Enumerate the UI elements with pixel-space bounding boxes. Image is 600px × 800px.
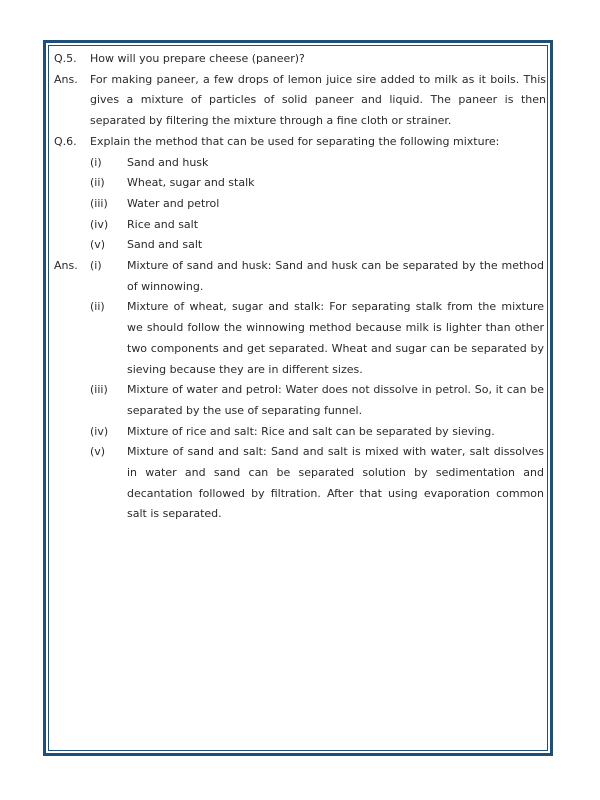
answer-item — [90, 442, 546, 525]
item-text: Rice and salt — [127, 217, 199, 231]
item-number: (v) — [90, 445, 106, 459]
item-text: Wheat, sugar and stalk — [127, 176, 255, 190]
answer-label: Ans. — [54, 259, 78, 273]
answer-item — [90, 422, 546, 443]
item-number: (iii) — [90, 383, 108, 397]
list-item — [90, 153, 546, 174]
answer-text: For making paneer, a few drops of lemon juice sire added to milk as it boils. This gives a mixture of particles of solid paneer and liquid. The paneer is then separated by filtering the mixture through a fine cloth or strainer. — [90, 72, 546, 128]
answer-label: Ans. — [54, 72, 78, 86]
question-text: Explain the method that can be used for separating the following mixture: — [90, 134, 500, 148]
list-item — [90, 235, 546, 256]
item-number: (ii) — [90, 176, 105, 190]
question-label: Q.5. — [54, 52, 77, 65]
item-number: (ii) — [90, 300, 105, 314]
answer-item-text: Mixture of rice and salt: Rice and salt can be separated by sieving. — [127, 424, 495, 438]
item-text: Sand and salt — [127, 238, 203, 252]
answer-item — [90, 297, 546, 380]
list-item — [90, 194, 546, 215]
item-number: (iv) — [90, 424, 109, 438]
question-text: How will you prepare cheese (paneer)? — [90, 52, 305, 65]
question-5 — [54, 49, 548, 70]
answer-6 — [54, 256, 548, 525]
item-number: (v) — [90, 238, 106, 252]
question-6 — [54, 132, 548, 153]
item-text: Sand and husk — [127, 155, 209, 169]
item-number: (i) — [90, 155, 102, 169]
item-number: (iii) — [90, 196, 108, 210]
answer-item — [90, 256, 546, 297]
answer-item-text: Mixture of water and petrol: Water does not dissolve in petrol. So, it can be separated by the use of separating funnel. — [127, 383, 544, 417]
document-content — [54, 49, 548, 525]
list-item — [90, 173, 546, 194]
answer-item-text: Mixture of sand and salt: Sand and salt is mixed with water, salt dissolves in water and sand can be separated solution by sedimentation and decantation followed by filtration. After that using evaporation common salt is separated. — [127, 445, 544, 521]
question-label: Q.6. — [54, 134, 77, 148]
item-number: (iv) — [90, 217, 109, 231]
answer-item-text: Mixture of wheat, sugar and stalk: For separating stalk from the mixture we should follow the winnowing method because milk is lighter than other two components and get separated. Wheat and sugar can be separated by sieving because they are in different sizes. — [127, 300, 544, 376]
question-6-items — [54, 153, 548, 257]
item-number: (i) — [90, 259, 102, 273]
answer-item-text: Mixture of sand and husk: Sand and husk can be separated by the method of winnowing. — [127, 259, 544, 293]
item-text: Water and petrol — [127, 196, 220, 210]
answer-item — [90, 380, 546, 421]
list-item — [90, 215, 546, 236]
answer-5 — [54, 70, 548, 132]
